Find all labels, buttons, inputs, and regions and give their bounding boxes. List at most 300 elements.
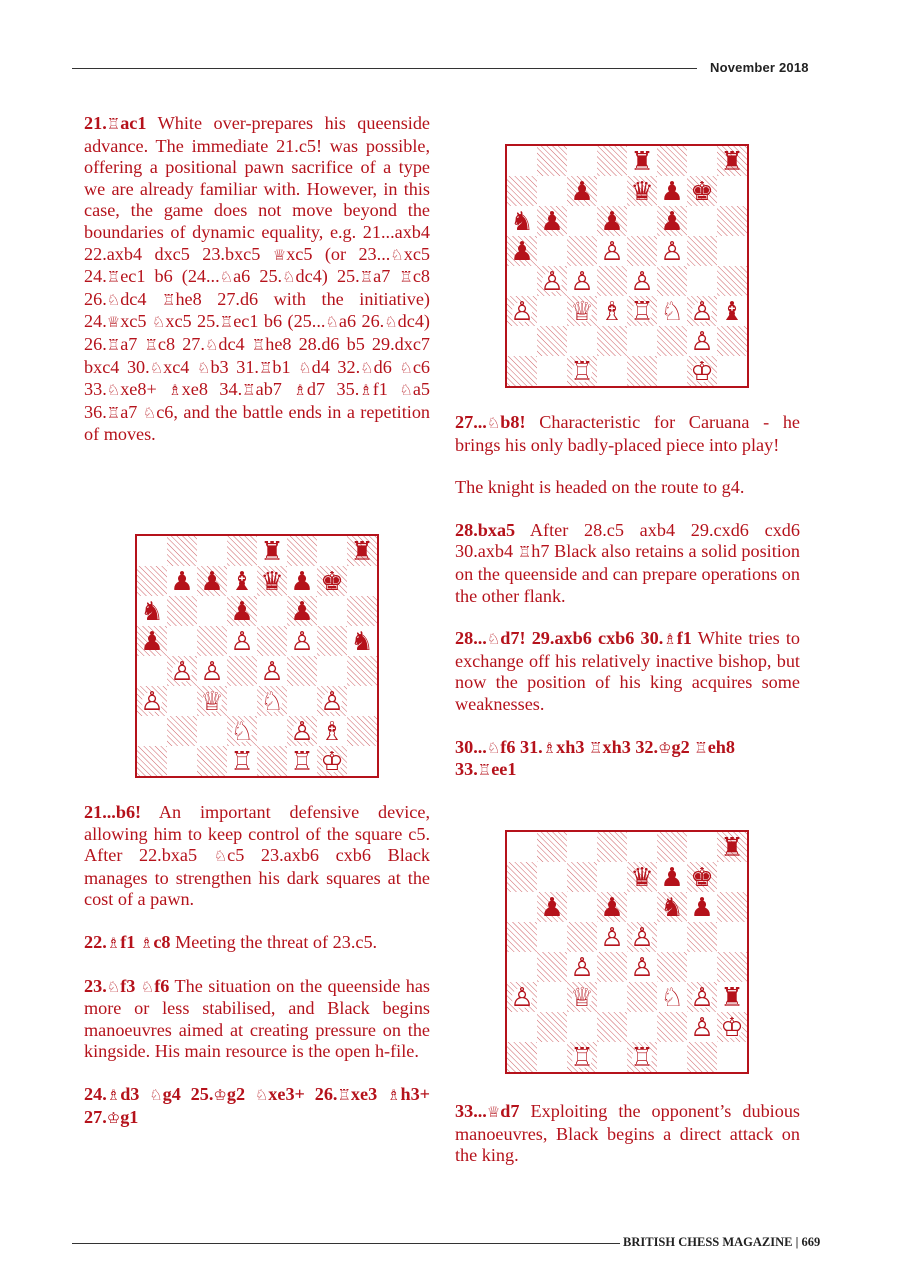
text-run: c6, and the battle ends in a repetition of moves. <box>84 401 431 445</box>
figurine-glyph: ♗ <box>663 630 677 649</box>
text-run: c8 27. <box>157 333 205 354</box>
text-run: a7 <box>373 266 400 287</box>
text-run: 23. <box>84 975 107 996</box>
text-run: White over-prepares his queenside advance. The immediate 21.c5! was possible, offering a positional pawn sacrifice of a type we are already familiar with. However, in this case, the game does not move beyond the boundaries of dynamic equality, e.g. 21...axb4 22.axb4 dxc5 23.bxc5 <box>84 113 430 264</box>
text-run: 21...b6! <box>84 802 142 822</box>
light-square <box>197 596 227 626</box>
light-square <box>597 176 627 206</box>
dark-square <box>597 146 627 176</box>
black-pawn-icon: ♟ <box>690 893 714 923</box>
white-knight-icon: ♘ <box>660 983 684 1013</box>
black-pawn-icon: ♟ <box>570 177 594 207</box>
white-bishop-icon: ♗ <box>320 717 344 747</box>
dark-square <box>597 266 627 296</box>
white-pawn-icon: ♙ <box>540 267 564 297</box>
dark-square <box>507 922 537 952</box>
black-rook-icon: ♜ <box>630 147 654 177</box>
dark-square <box>537 326 567 356</box>
light-square <box>317 536 347 566</box>
text-run: a6 26. <box>338 311 385 332</box>
light-square <box>567 892 597 922</box>
light-square <box>507 832 537 862</box>
text-run: xe8 34. <box>181 379 243 400</box>
dark-square <box>627 356 657 386</box>
text-run: h7 Black also retains a solid position on the queenside and can prepare operations on the other flank. <box>455 541 800 606</box>
light-square <box>717 356 747 386</box>
dark-square <box>717 266 747 296</box>
light-square <box>687 832 717 862</box>
black-bishop-icon: ♝ <box>230 567 254 597</box>
dark-square <box>537 832 567 862</box>
chessboard-svg <box>137 536 377 776</box>
dark-square <box>507 862 537 892</box>
light-square <box>717 922 747 952</box>
black-knight-icon: ♞ <box>140 597 164 627</box>
text-run: 28... <box>455 628 487 649</box>
white-knight-icon: ♘ <box>230 717 254 747</box>
chessboard-svg <box>507 832 747 1072</box>
dark-square <box>167 596 197 626</box>
left-column <box>84 113 430 467</box>
dark-square <box>657 266 687 296</box>
light-square <box>567 206 597 236</box>
black-queen-icon: ♛ <box>630 177 654 207</box>
text-run: h3+ 27. <box>84 1083 431 1127</box>
figurine-glyph: ♖ <box>359 268 374 287</box>
white-pawn-icon: ♙ <box>510 297 534 327</box>
figurine-glyph: ♘ <box>204 335 219 354</box>
text-run: Meeting the threat of 23.c5. <box>170 931 378 952</box>
figurine-glyph: ♘ <box>149 358 164 377</box>
text-run: c5 23.axb6 cxb6 Black manages to strengthen his dark squares at the cost of a pawn. <box>84 845 430 910</box>
black-pawn-icon: ♟ <box>600 893 624 923</box>
issue-date: November 2018 <box>710 60 809 75</box>
white-pawn-icon: ♙ <box>570 267 594 297</box>
figurine-glyph: ♘ <box>219 268 234 287</box>
dark-square <box>687 1042 717 1072</box>
light-square <box>197 716 227 746</box>
figurine-glyph: ♖ <box>219 313 234 332</box>
dark-square <box>657 1012 687 1042</box>
white-pawn-icon: ♙ <box>630 923 654 953</box>
white-pawn-icon: ♙ <box>170 657 194 687</box>
light-square <box>227 686 257 716</box>
text-run: 24. <box>84 1083 107 1104</box>
white-queen-icon: ♕ <box>570 297 594 327</box>
dark-square <box>657 146 687 176</box>
black-rook-icon: ♜ <box>260 537 284 567</box>
light-square <box>537 982 567 1012</box>
text-run: xe8+ <box>120 379 169 400</box>
dark-square <box>287 536 317 566</box>
text-run: f6 <box>154 975 170 996</box>
annotation-paragraph <box>455 628 800 715</box>
figurine-glyph: ♗ <box>387 1085 401 1104</box>
dark-square <box>657 952 687 982</box>
light-square <box>717 1042 747 1072</box>
dark-square <box>627 236 657 266</box>
light-square <box>627 832 657 862</box>
light-square <box>597 356 627 386</box>
text-run: f1 <box>372 379 400 400</box>
text-run: he8 28.d6 b5 29.dxc7 bxc4 30. <box>84 333 430 377</box>
white-pawn-icon: ♙ <box>260 657 284 687</box>
dark-square <box>137 746 167 776</box>
dark-square <box>507 356 537 386</box>
dark-square <box>137 566 167 596</box>
black-pawn-icon: ♟ <box>660 207 684 237</box>
white-pawn-icon: ♙ <box>510 983 534 1013</box>
figurine-glyph: ♘ <box>254 1085 269 1104</box>
figurine-glyph: ♘ <box>486 414 501 432</box>
light-square <box>507 326 537 356</box>
black-pawn-icon: ♟ <box>170 567 194 597</box>
black-bishop-icon: ♝ <box>720 297 744 327</box>
light-square <box>687 206 717 236</box>
light-square <box>627 326 657 356</box>
figurine-glyph: ♘ <box>213 847 228 866</box>
dark-square <box>167 716 197 746</box>
dark-square <box>537 1012 567 1042</box>
text-run: dc4 <box>218 333 252 354</box>
white-rook-icon: ♖ <box>290 747 314 776</box>
text-run: d6 <box>373 356 400 377</box>
light-square <box>537 862 567 892</box>
text-run: d7! 29.axb6 cxb6 30. <box>500 628 664 649</box>
light-square <box>717 176 747 206</box>
white-pawn-icon: ♙ <box>630 267 654 297</box>
black-knight-icon: ♞ <box>660 893 684 923</box>
text-run: dc4 <box>120 288 162 309</box>
light-square <box>317 596 347 626</box>
text-run: g1 <box>120 1106 139 1127</box>
white-rook-icon: ♖ <box>570 1043 594 1072</box>
light-square <box>287 686 317 716</box>
text-run: xc5 <box>120 311 152 332</box>
light-square <box>627 206 657 236</box>
text-run: xe3 <box>350 1083 387 1104</box>
dark-square <box>567 862 597 892</box>
figurine-glyph: ♖ <box>242 381 256 400</box>
dark-square <box>227 536 257 566</box>
light-square <box>567 326 597 356</box>
light-square <box>537 296 567 326</box>
figurine-glyph: ♘ <box>149 1085 163 1104</box>
text-run: 21. <box>84 113 107 133</box>
white-pawn-icon: ♙ <box>660 237 684 267</box>
text-run: White tries to exchange off his relatively inactive bishop, but now the position of his king acquires some weaknesses. <box>455 628 800 714</box>
figurine-glyph: ♘ <box>282 268 296 287</box>
figurine-glyph: ♘ <box>360 358 374 377</box>
text-run: he8 27.d6 with the initiative) 24. <box>84 288 430 332</box>
dark-square <box>347 716 377 746</box>
white-pawn-icon: ♙ <box>140 687 164 717</box>
text-run: 33... <box>455 1101 487 1121</box>
white-pawn-icon: ♙ <box>600 923 624 953</box>
figurine-glyph: ♕ <box>106 313 121 332</box>
figurine-glyph: ♖ <box>258 358 273 377</box>
text-run: c6 33. <box>84 356 431 400</box>
text-run: An important defensive device, allowing him to keep control of the square c5. After 22.bxa5 <box>84 802 430 866</box>
black-queen-icon: ♛ <box>260 567 284 597</box>
dark-square <box>687 922 717 952</box>
annotation-paragraph <box>84 802 430 911</box>
text-run: g2 <box>671 736 695 757</box>
text-run: The situation on the queenside has more or less stabilised, and Black begins manoeuvres aimed at creating pressure on the kingside. His main resource is the open h-file. <box>84 975 430 1062</box>
figurine-glyph: ♗ <box>542 738 557 757</box>
figurine-glyph: ♖ <box>106 115 121 133</box>
figurine-glyph: ♖ <box>106 403 121 422</box>
light-square <box>347 566 377 596</box>
light-square <box>347 686 377 716</box>
white-pawn-icon: ♙ <box>570 953 594 983</box>
figurine-glyph: ♖ <box>694 738 708 757</box>
figurine-glyph: ♖ <box>589 738 603 757</box>
figurine-glyph: ♘ <box>399 358 413 377</box>
black-pawn-icon: ♟ <box>230 597 254 627</box>
black-rook-icon: ♜ <box>350 537 374 567</box>
light-square <box>537 1042 567 1072</box>
white-pawn-icon: ♙ <box>630 953 654 983</box>
figurine-glyph: ♖ <box>161 290 176 309</box>
text-run: ee1 <box>491 759 517 780</box>
black-pawn-icon: ♟ <box>140 627 164 657</box>
light-square <box>507 266 537 296</box>
text-run: f1 <box>676 628 692 649</box>
text-run: g2 <box>226 1083 255 1104</box>
figurine-glyph: ♖ <box>337 1085 351 1104</box>
figurine-glyph: ♕ <box>272 245 287 264</box>
black-king-icon: ♚ <box>690 177 714 207</box>
figurine-glyph: ♖ <box>144 335 158 354</box>
dark-square <box>657 832 687 862</box>
figurine-glyph: ♘ <box>298 358 312 377</box>
figurine-glyph: ♔ <box>658 738 672 757</box>
dark-square <box>597 1012 627 1042</box>
text-run: Exploiting the opponent’s dubious manoeuvres, Black begins a direct attack on the king. <box>455 1101 800 1166</box>
figurine-glyph: ♘ <box>486 630 501 649</box>
dark-square <box>197 746 227 776</box>
figurine-glyph: ♗ <box>168 381 182 400</box>
light-square <box>167 686 197 716</box>
dark-square <box>347 596 377 626</box>
light-square <box>687 146 717 176</box>
right-column <box>455 412 800 803</box>
text-run: b1 <box>272 356 299 377</box>
dark-square <box>717 952 747 982</box>
figurine-glyph: ♖ <box>106 335 121 354</box>
light-square <box>137 536 167 566</box>
text-run: Characteristic for Caruana - he brings his only badly-placed piece into play! <box>455 412 800 455</box>
dark-square <box>347 656 377 686</box>
light-square <box>507 952 537 982</box>
white-queen-icon: ♕ <box>200 687 224 717</box>
white-pawn-icon: ♙ <box>690 1013 714 1043</box>
white-king-icon: ♔ <box>690 357 714 386</box>
white-pawn-icon: ♙ <box>690 983 714 1013</box>
text-run: xc5 (or 23... <box>286 243 391 264</box>
figurine-glyph: ♘ <box>197 358 211 377</box>
text-run: xh3 <box>556 736 590 757</box>
light-square <box>627 892 657 922</box>
light-square <box>507 146 537 176</box>
figurine-glyph: ♘ <box>106 381 121 400</box>
figurine-glyph: ♘ <box>486 738 501 757</box>
dark-square <box>197 626 227 656</box>
figurine-glyph: ♘ <box>151 313 166 332</box>
text-run: After 28.c5 axb4 29.cxd6 cxd6 30.axb4 <box>455 519 800 562</box>
black-pawn-icon: ♟ <box>540 207 564 237</box>
annotation-paragraph <box>84 976 430 1063</box>
black-pawn-icon: ♟ <box>290 567 314 597</box>
light-square <box>137 716 167 746</box>
black-pawn-icon: ♟ <box>540 893 564 923</box>
white-pawn-icon: ♙ <box>290 717 314 747</box>
text-run: b8! <box>500 412 526 432</box>
figurine-glyph: ♘ <box>399 381 413 400</box>
black-king-icon: ♚ <box>690 863 714 893</box>
white-king-icon: ♔ <box>720 1013 744 1043</box>
light-square <box>717 236 747 266</box>
dark-square <box>257 626 287 656</box>
figurine-glyph: ♔ <box>213 1085 227 1104</box>
light-square <box>627 1012 657 1042</box>
text-run: xc5 24. <box>84 243 431 287</box>
white-knight-icon: ♘ <box>260 687 284 717</box>
black-king-icon: ♚ <box>320 567 344 597</box>
annotation-paragraph <box>455 1101 800 1167</box>
white-rook-icon: ♖ <box>630 1043 654 1072</box>
figurine-glyph: ♔ <box>106 1108 121 1127</box>
dark-square <box>717 892 747 922</box>
figurine-glyph: ♖ <box>399 268 413 287</box>
dark-square <box>287 656 317 686</box>
text-run: f6 31. <box>500 736 543 757</box>
text-run: f1 <box>120 931 140 952</box>
text-run: 27... <box>455 412 487 432</box>
black-knight-icon: ♞ <box>350 627 374 657</box>
text-run: a7 <box>120 333 145 354</box>
light-square <box>687 952 717 982</box>
black-rook-icon: ♜ <box>720 833 744 863</box>
black-pawn-icon: ♟ <box>200 567 224 597</box>
text-run: xe3+ 26. <box>268 1083 338 1104</box>
annotation-paragraph <box>455 412 800 456</box>
text-run: f3 <box>120 975 141 996</box>
light-square <box>167 746 197 776</box>
annotation-paragraph <box>84 113 430 446</box>
white-pawn-icon: ♙ <box>230 627 254 657</box>
figurine-glyph: ♗ <box>106 1085 121 1104</box>
white-bishop-icon: ♗ <box>600 297 624 327</box>
figurine-glyph: ♗ <box>293 381 307 400</box>
light-square <box>657 1042 687 1072</box>
text-run: 22. <box>84 931 107 952</box>
light-square <box>347 746 377 776</box>
black-pawn-icon: ♟ <box>600 207 624 237</box>
text-run: a7 <box>120 401 143 422</box>
figurine-glyph: ♘ <box>384 313 398 332</box>
dark-square <box>597 326 627 356</box>
text-run: b3 31. <box>210 356 259 377</box>
light-square <box>657 356 687 386</box>
black-pawn-icon: ♟ <box>660 863 684 893</box>
chessboard-svg <box>507 146 747 386</box>
white-pawn-icon: ♙ <box>690 297 714 327</box>
figurine-glyph: ♕ <box>486 1103 501 1121</box>
text-run: The knight is headed on the route to g4. <box>455 477 745 498</box>
light-square <box>197 536 227 566</box>
dark-square <box>227 656 257 686</box>
figurine-glyph: ♗ <box>106 933 121 952</box>
figurine-glyph: ♖ <box>106 268 121 287</box>
chess-diagram <box>505 144 749 388</box>
text-run: xc5 25. <box>165 311 220 332</box>
figurine-glyph: ♘ <box>140 977 155 996</box>
light-square <box>257 716 287 746</box>
text-run: ac1 <box>120 113 147 133</box>
text-run: a6 25. <box>233 266 283 287</box>
figurine-glyph: ♘ <box>325 313 339 332</box>
dark-square <box>657 326 687 356</box>
dark-square <box>537 146 567 176</box>
black-pawn-icon: ♟ <box>510 237 534 267</box>
annotation-paragraph <box>84 1084 430 1129</box>
chess-diagram <box>505 830 749 1074</box>
text-run: c8 26. <box>84 266 431 309</box>
light-square <box>537 236 567 266</box>
left-column-lower <box>84 802 430 1150</box>
white-pawn-icon: ♙ <box>600 237 624 267</box>
white-pawn-icon: ♙ <box>320 687 344 717</box>
annotation-paragraph <box>84 932 430 955</box>
dark-square <box>317 626 347 656</box>
header-rule <box>72 68 697 69</box>
figurine-glyph: ♖ <box>251 335 266 354</box>
text-run: c8 <box>153 931 171 952</box>
figurine-glyph: ♗ <box>139 933 154 952</box>
figurine-glyph: ♘ <box>390 245 404 264</box>
light-square <box>537 356 567 386</box>
black-queen-icon: ♛ <box>630 863 654 893</box>
light-square <box>597 862 627 892</box>
figurine-glyph: ♗ <box>359 381 373 400</box>
light-square <box>507 892 537 922</box>
chess-diagram <box>135 534 379 778</box>
light-square <box>687 266 717 296</box>
dark-square <box>507 1042 537 1072</box>
white-knight-icon: ♘ <box>660 297 684 327</box>
light-square <box>597 982 627 1012</box>
light-square <box>567 832 597 862</box>
light-square <box>137 656 167 686</box>
light-square <box>567 146 597 176</box>
black-rook-icon: ♜ <box>720 983 744 1013</box>
light-square <box>537 176 567 206</box>
light-square <box>597 1042 627 1072</box>
light-square <box>537 922 567 952</box>
white-queen-icon: ♕ <box>570 983 594 1013</box>
figurine-glyph: ♘ <box>106 977 121 996</box>
white-king-icon: ♔ <box>320 747 344 776</box>
dark-square <box>537 952 567 982</box>
black-pawn-icon: ♟ <box>660 177 684 207</box>
dark-square <box>717 206 747 236</box>
light-square <box>717 862 747 892</box>
text-run: g4 25. <box>162 1083 214 1104</box>
right-column-lower <box>455 1101 800 1188</box>
dark-square <box>717 326 747 356</box>
